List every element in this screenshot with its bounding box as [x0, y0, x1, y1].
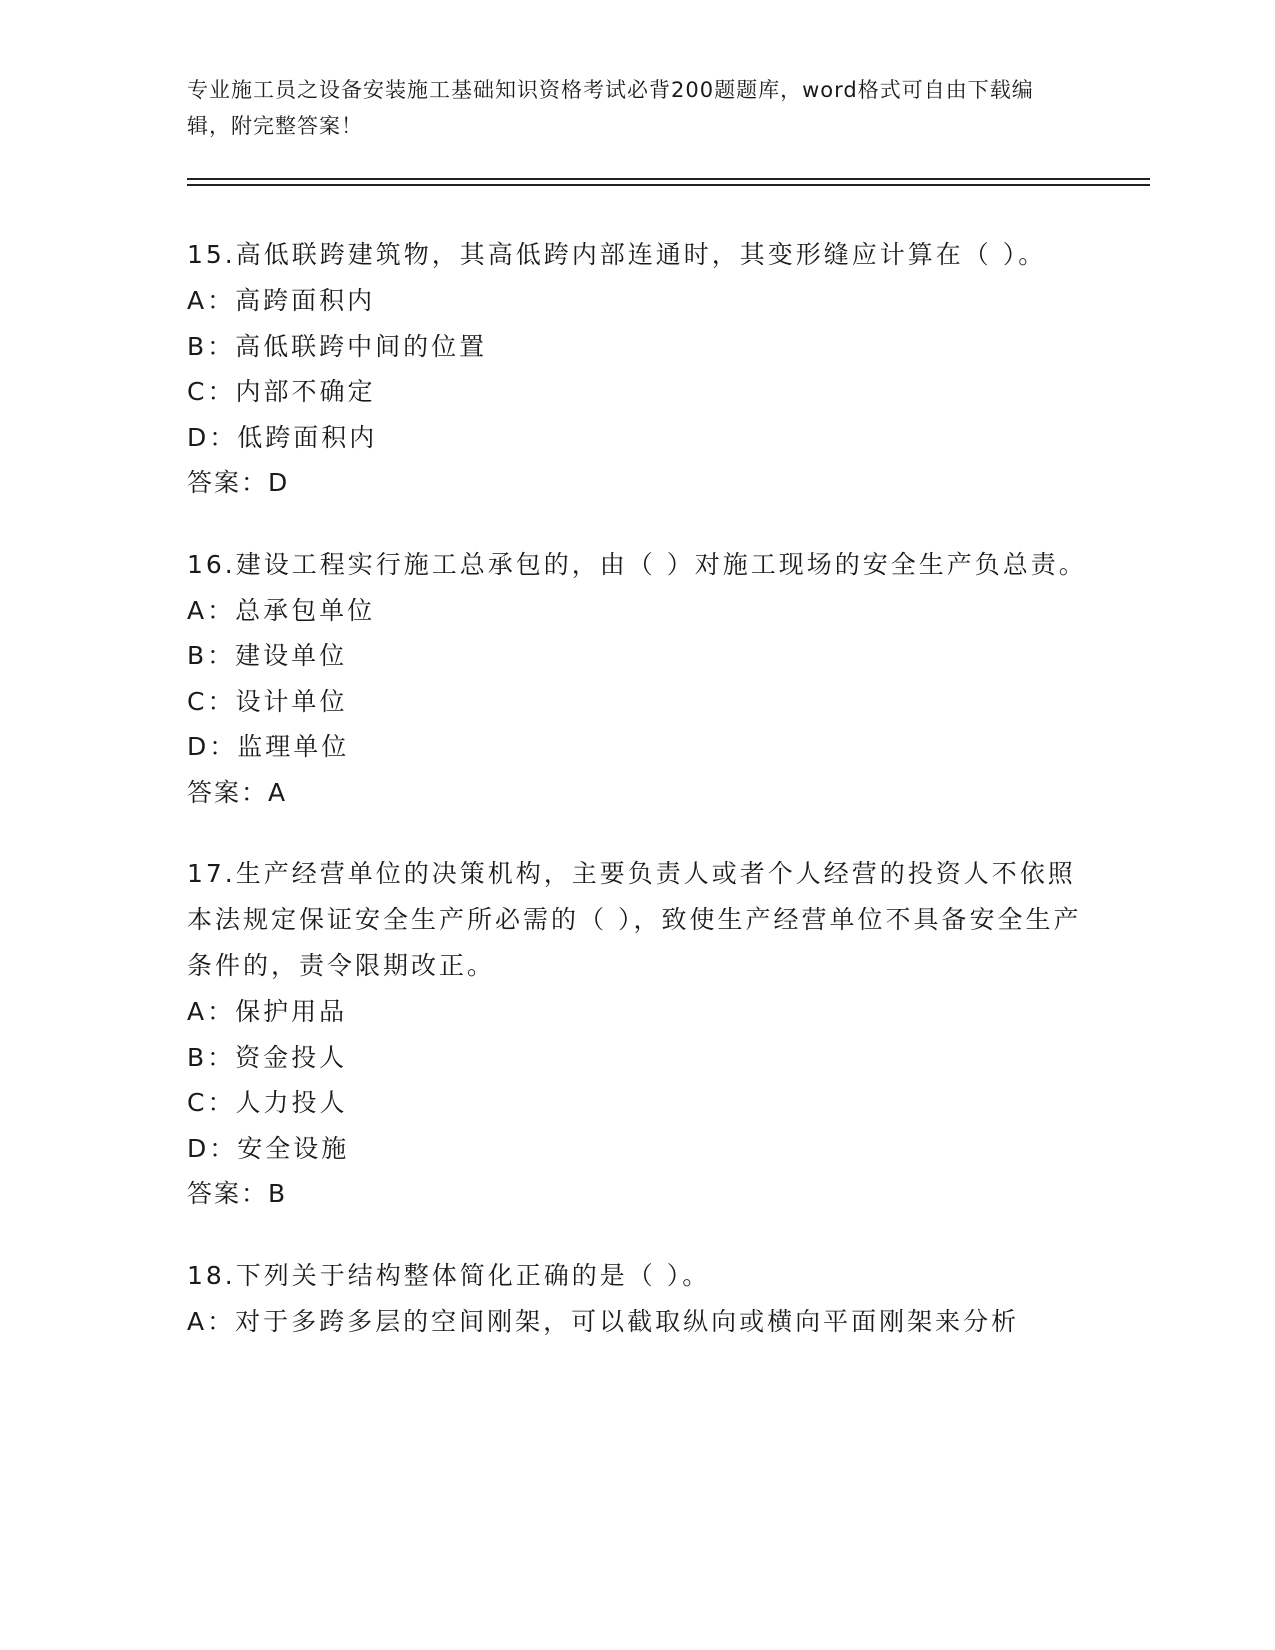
question-text: 18.下列关于结构整体简化正确的是（ ）。 [187, 1260, 711, 1290]
option-d: D：监理单位 [187, 732, 350, 761]
question-text: 17.生产经营单位的决策机构，主要负责人或者个人经营的投资人不依照本法规定保证安全生产所必需的（ ），致使生产经营单位不具备安全生产条件的，责令限期改正。 [187, 859, 1082, 980]
question-text: 15.高低联跨建筑物，其高低跨内部连通时，其变形缝应计算在（ ）。 [187, 240, 1047, 269]
option-b: B：资金投人 [187, 1042, 348, 1072]
answer-line [187, 770, 1087, 816]
document-header: 专业施工员之设备安装施工基础知识资格考试必背200题题库，word格式可自由下载编辑，附完整答案！ [187, 78, 1034, 138]
option-a: A：对于多跨多层的空间刚架，可以截取纵向或横向平面刚架来分析 [187, 1306, 1020, 1336]
option-a: A：保护用品 [187, 997, 348, 1026]
option-d: D：低跨面积内 [187, 422, 378, 452]
question-list [187, 232, 1087, 1380]
answer-value: D [268, 468, 290, 497]
header-divider-bottom [187, 184, 1150, 186]
option-c: C：内部不确定 [187, 377, 376, 406]
header-divider-top [187, 178, 1150, 180]
answer-label: 答案： [187, 468, 269, 497]
option-d: D：安全设施 [187, 1133, 350, 1163]
answer-label: 答案： [187, 777, 269, 807]
option-c: C：设计单位 [187, 686, 348, 716]
answer-label: 答案： [187, 1179, 269, 1208]
option-a: A：高跨面积内 [187, 286, 376, 315]
option-a: A：总承包单位 [187, 595, 376, 625]
answer-value: A [268, 777, 288, 807]
answer-value: B [268, 1179, 288, 1208]
option-b: B：高低联跨中间的位置 [187, 331, 488, 361]
question-18 [187, 1253, 1087, 1345]
question-16 [187, 542, 1087, 816]
option-b: B：建设单位 [187, 641, 348, 670]
question-15 [187, 232, 1087, 506]
option-c: C：人力投人 [187, 1088, 348, 1117]
answer-line [187, 460, 1087, 506]
question-17 [187, 851, 1087, 1217]
question-text: 16.建设工程实行施工总承包的，由（ ）对施工现场的安全生产负总责。 [187, 549, 1087, 579]
answer-line [187, 1171, 1087, 1217]
